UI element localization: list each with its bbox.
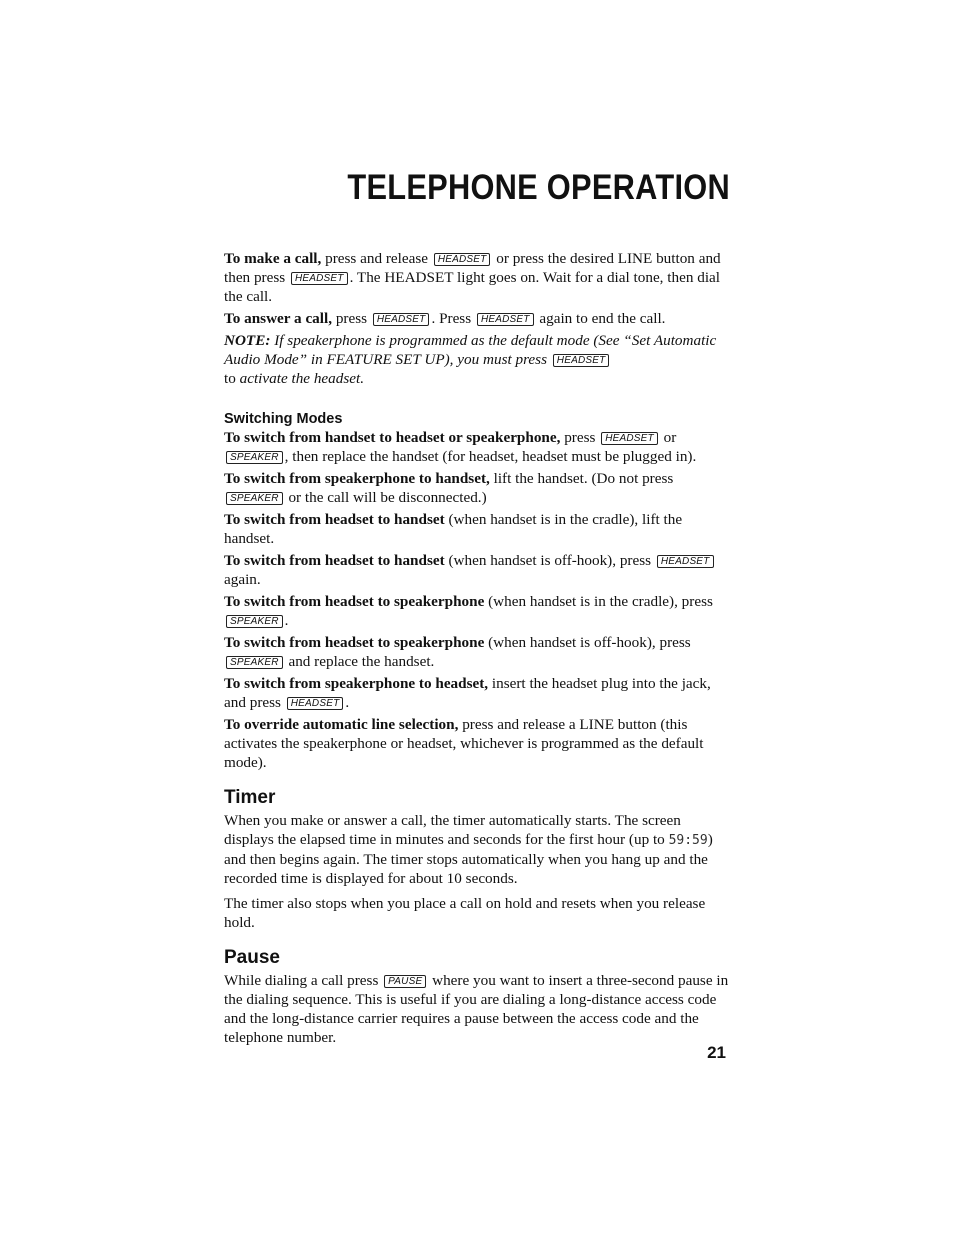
headset-key: HEADSET bbox=[291, 272, 348, 285]
timer-heading: Timer bbox=[224, 787, 276, 808]
text-run: press bbox=[332, 310, 371, 327]
text-run: (when handset is in the cradle), lift the handset. bbox=[224, 511, 683, 547]
text-run: . The HEADSET light goes on. Wait for a dial tone, then dial the call. bbox=[224, 269, 720, 305]
timer-display-value: 59:59 bbox=[668, 833, 708, 848]
switch-item bbox=[224, 633, 730, 671]
headset-key: HEADSET bbox=[553, 354, 610, 367]
switch-item bbox=[224, 592, 730, 630]
text-run: (when handset is in the cradle), press bbox=[484, 593, 713, 610]
note-paragraph bbox=[224, 331, 730, 388]
speaker-key: SPEAKER bbox=[226, 492, 283, 505]
text-run: or bbox=[659, 429, 677, 446]
headset-key: HEADSET bbox=[477, 313, 534, 326]
pause-heading: Pause bbox=[224, 947, 280, 968]
timer-paragraph bbox=[224, 811, 730, 888]
text-run: The timer also stops when you place a call on hold and resets when you release hold. bbox=[224, 895, 706, 931]
speaker-key: SPEAKER bbox=[226, 451, 283, 464]
page-content bbox=[224, 249, 730, 1050]
answer-call-lead: To answer a call, bbox=[224, 310, 333, 327]
switching-modes-heading: Switching Modes bbox=[224, 411, 343, 427]
make-call-lead: To make a call, bbox=[224, 250, 322, 267]
text-run: to bbox=[224, 370, 236, 387]
pause-key: PAUSE bbox=[384, 975, 426, 988]
switch-item-lead: To switch from headset to handset bbox=[224, 511, 445, 528]
text-run: or the call will be disconnected.) bbox=[284, 489, 487, 506]
text-run: or press the desired LINE button and then press bbox=[224, 250, 721, 286]
text-run: . bbox=[345, 694, 350, 711]
page-number: 21 bbox=[707, 1043, 726, 1062]
switch-item bbox=[224, 715, 730, 772]
text-run: insert the headset plug into the jack, and press bbox=[224, 675, 711, 711]
text-run: . bbox=[284, 612, 289, 629]
switch-item-lead: To override automatic line selection, bbox=[224, 716, 459, 733]
headset-key: HEADSET bbox=[373, 313, 430, 326]
switch-item bbox=[224, 428, 730, 466]
switch-item-lead: To switch from handset to headset or speakerphone, bbox=[224, 429, 561, 446]
text-run: press bbox=[560, 429, 600, 446]
text-run: again. bbox=[224, 571, 261, 588]
text-run: While dialing a call press bbox=[224, 972, 383, 989]
make-call-paragraph bbox=[224, 249, 730, 306]
text-run: (when handset is off-hook), press bbox=[484, 634, 691, 651]
switch-item bbox=[224, 551, 730, 589]
page-title: TELEPHONE OPERATION bbox=[347, 168, 730, 207]
text-run: press and release bbox=[321, 250, 432, 267]
text-run: again to end the call. bbox=[535, 310, 666, 327]
text-run: When you make or answer a call, the timer automatically starts. The screen displays the elapsed time in minutes and seconds for the first hour (up to bbox=[224, 812, 681, 848]
pause-paragraph bbox=[224, 971, 730, 1047]
switch-item bbox=[224, 674, 730, 712]
text-run: where you want to insert a three-second pause in the dialing sequence. This is useful if you are dialing a long-distance access code and the long-distance carrier requires a pause between the access code and the telephone number. bbox=[224, 972, 729, 1046]
speaker-key: SPEAKER bbox=[226, 615, 283, 628]
switch-item-lead: To switch from headset to handset bbox=[224, 552, 445, 569]
note-lead: NOTE: bbox=[224, 332, 271, 349]
text-run: If speakerphone is programmed as the default mode (See “Set Automatic Audio Mode” in FEATURE SET UP), you must press bbox=[224, 332, 717, 368]
switch-item-lead: To switch from speakerphone to handset, bbox=[224, 470, 490, 487]
text-run: and replace the handset. bbox=[284, 653, 435, 670]
switch-item bbox=[224, 510, 730, 548]
answer-call-paragraph bbox=[224, 309, 730, 328]
switch-item bbox=[224, 469, 730, 507]
text-run: . Press bbox=[431, 310, 475, 327]
switch-item-lead: To switch from headset to speakerphone bbox=[224, 634, 485, 651]
headset-key: HEADSET bbox=[601, 432, 658, 445]
headset-key: HEADSET bbox=[434, 253, 491, 266]
timer-paragraph bbox=[224, 894, 730, 932]
switch-item-lead: To switch from headset to speakerphone bbox=[224, 593, 485, 610]
headset-key: HEADSET bbox=[657, 555, 714, 568]
text-run: lift the handset. (Do not press bbox=[489, 470, 674, 487]
switch-item-lead: To switch from speakerphone to headset, bbox=[224, 675, 489, 692]
speaker-key: SPEAKER bbox=[226, 656, 283, 669]
text-run: (when handset is off-hook), press bbox=[444, 552, 655, 569]
text-run: ) and then begins again. The timer stops automatically when you hang up and the recorded time is displayed for about 10 seconds. bbox=[224, 831, 713, 887]
headset-key: HEADSET bbox=[287, 697, 344, 710]
text-run: press and release a LINE button (this activates the speakerphone or headset, whichever is programmed as the default mode). bbox=[224, 716, 704, 771]
text-run: , then replace the handset (for headset, headset must be plugged in). bbox=[284, 448, 697, 465]
text-run: activate the headset. bbox=[235, 370, 365, 387]
